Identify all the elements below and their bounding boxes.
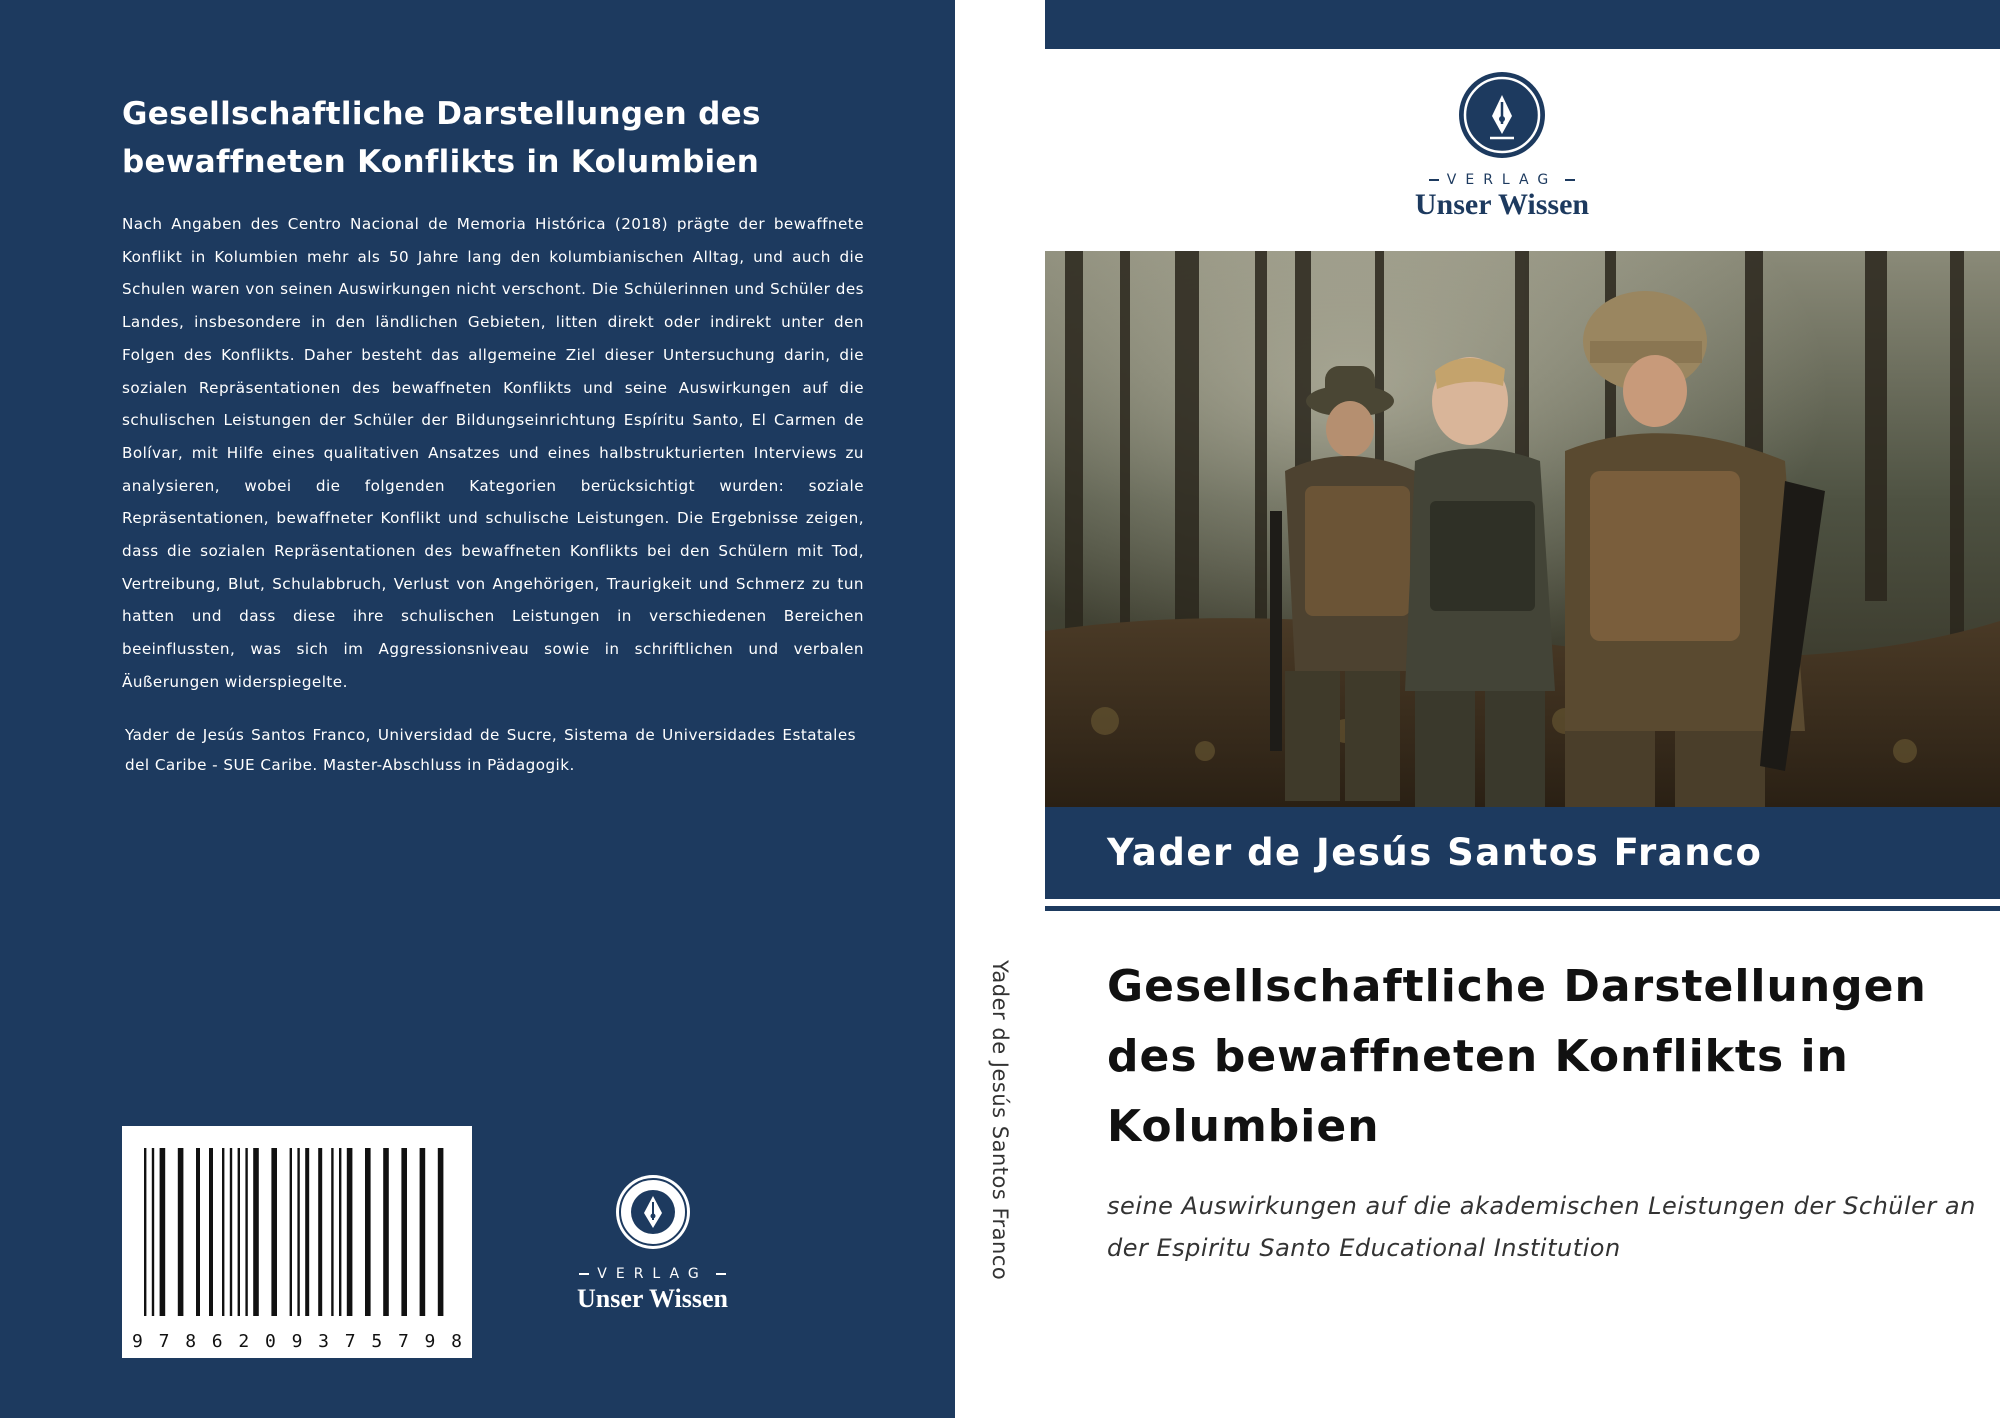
isbn-digit: 7 bbox=[344, 1331, 356, 1352]
barcode-bar bbox=[365, 1148, 371, 1316]
isbn-digit: 6 bbox=[211, 1331, 223, 1352]
back-publisher-logo bbox=[560, 1172, 745, 1314]
barcode-bar bbox=[383, 1148, 389, 1316]
isbn-digit: 7 bbox=[397, 1331, 409, 1352]
barcode-bar bbox=[144, 1148, 146, 1316]
isbn-digit: 7 bbox=[158, 1331, 170, 1352]
front-cover-subtitle: seine Auswirkungen auf die akademischen Leistungen der Schüler an der Espiritu Santo Educational Institution bbox=[1107, 1192, 1976, 1262]
soldiers-in-forest-photo bbox=[1045, 251, 2000, 807]
back-cover bbox=[0, 0, 955, 1418]
back-cover-title: Gesellschaftliche Darstellungen des bewaffneten Konflikts in Kolumbien bbox=[122, 96, 761, 180]
front-logo-verlag: VERLAG bbox=[1446, 172, 1558, 188]
barcode-bar bbox=[318, 1148, 322, 1316]
isbn-digit: 3 bbox=[318, 1331, 329, 1352]
barcode-bar bbox=[339, 1148, 341, 1316]
barcode-bar bbox=[209, 1148, 213, 1316]
barcode-bar bbox=[271, 1148, 277, 1316]
isbn-digit: 9 bbox=[132, 1331, 143, 1352]
author-bio: Yader de Jesús Santos Franco, Universidad de Sucre, Sistema de Universidades Estatales del Caribe - SUE Caribe. Master-Abschluss in Pädagogik. bbox=[125, 726, 856, 774]
author-band bbox=[1045, 807, 2000, 899]
isbn-digit: 9 bbox=[291, 1331, 303, 1352]
barcode-bar bbox=[196, 1148, 200, 1316]
spine-author: Yader de Jesús Santos Franco bbox=[988, 960, 1012, 1281]
front-top-bar bbox=[1045, 0, 2000, 49]
isbn-digit: 2 bbox=[238, 1331, 250, 1352]
barcode-bar bbox=[253, 1148, 259, 1316]
barcode-bar bbox=[347, 1148, 353, 1316]
barcode-bar bbox=[152, 1148, 154, 1316]
band-divider bbox=[1045, 906, 2000, 911]
front-cover-title: Gesellschaftliche Darstellungen des bewaffneten Konflikts in Kolumbien bbox=[1107, 961, 1927, 1152]
barcode-bar bbox=[178, 1148, 184, 1316]
spine bbox=[955, 0, 1045, 1418]
front-cover bbox=[1045, 0, 2000, 1418]
isbn-digit: 8 bbox=[451, 1331, 462, 1352]
barcode-bar bbox=[438, 1148, 444, 1316]
isbn-digit: 0 bbox=[264, 1331, 276, 1352]
pen-nib-seal-icon bbox=[613, 1172, 693, 1252]
barcode-bar bbox=[401, 1148, 407, 1316]
barcode-bar bbox=[245, 1148, 247, 1316]
barcode-bar bbox=[290, 1148, 292, 1316]
barcode-bars bbox=[122, 1126, 472, 1326]
back-logo-brand: Unser Wissen bbox=[577, 1284, 728, 1313]
front-author-name: Yader de Jesús Santos Franco bbox=[1107, 831, 1763, 874]
barcode-bar bbox=[230, 1148, 232, 1316]
barcode-bar bbox=[238, 1148, 240, 1316]
isbn-digit: 9 bbox=[424, 1331, 436, 1352]
isbn-digit: 8 bbox=[185, 1331, 197, 1352]
barcode-bar bbox=[297, 1148, 299, 1316]
isbn-digit: 5 bbox=[371, 1331, 383, 1352]
barcode-bar bbox=[160, 1148, 166, 1316]
isbn-barcode bbox=[122, 1126, 472, 1358]
barcode-bar bbox=[331, 1148, 333, 1316]
barcode-bar bbox=[305, 1148, 309, 1316]
barcode-bar bbox=[222, 1148, 224, 1316]
isbn-digits bbox=[132, 1331, 462, 1352]
front-logo-brand: Unser Wissen bbox=[1414, 188, 1590, 221]
front-publisher-logo bbox=[1377, 70, 1627, 222]
cover-photo-illustration bbox=[1045, 251, 2000, 807]
barcode-bar bbox=[420, 1148, 426, 1316]
back-logo-verlag: VERLAG bbox=[597, 1266, 708, 1282]
pen-nib-seal-icon bbox=[1457, 70, 1547, 160]
back-cover-blurb: Nach Angaben des Centro Nacional de Memoria Histórica (2018) prägte der bewaffnete Konflikt in Kolumbien mehr als 50 Jahre lang den kolumbianischen Alltag, und auch die Schulen waren von seinen Auswirkungen nicht verschont. Die Schülerinnen und Schüler des Landes, insbesondere in den ländlichen Gebieten, litten direkt oder indirekt unter den Folgen des Konflikts. Daher besteht das allgemeine Ziel dieser Untersuchung darin, die sozialen Repräsentationen des bewaffneten Konflikts und seine Auswirkungen auf die schulischen Leistungen der Schüler der Bildungseinrichtung Espíritu Santo, El Carmen de Bolívar, mit Hilfe eines qualitativen Ansatzes und eines halbstrukturierten Interviews zu analysieren, wobei die folgenden Kategorien berücksichtigt wurden: soziale Repräsentationen, bewaffneter Konflikt und schulische Leistungen. Die Ergebnisse zeigen, dass die sozialen Repräsentationen des bewaffneten Konflikts bei den Schülern mit Tod, Vertreibung, Blut, Schulabbruch, Verlust von Angehörigen, Traurigkeit und Schmerz zu tun hatten und dass diese ihre schulischen Leistungen in verschiedenen Bereichen beeinflussten, was sich im Aggressionsniveau sowie in schriftlichen und verbalen Äußerungen widerspiegelte. bbox=[122, 215, 864, 691]
